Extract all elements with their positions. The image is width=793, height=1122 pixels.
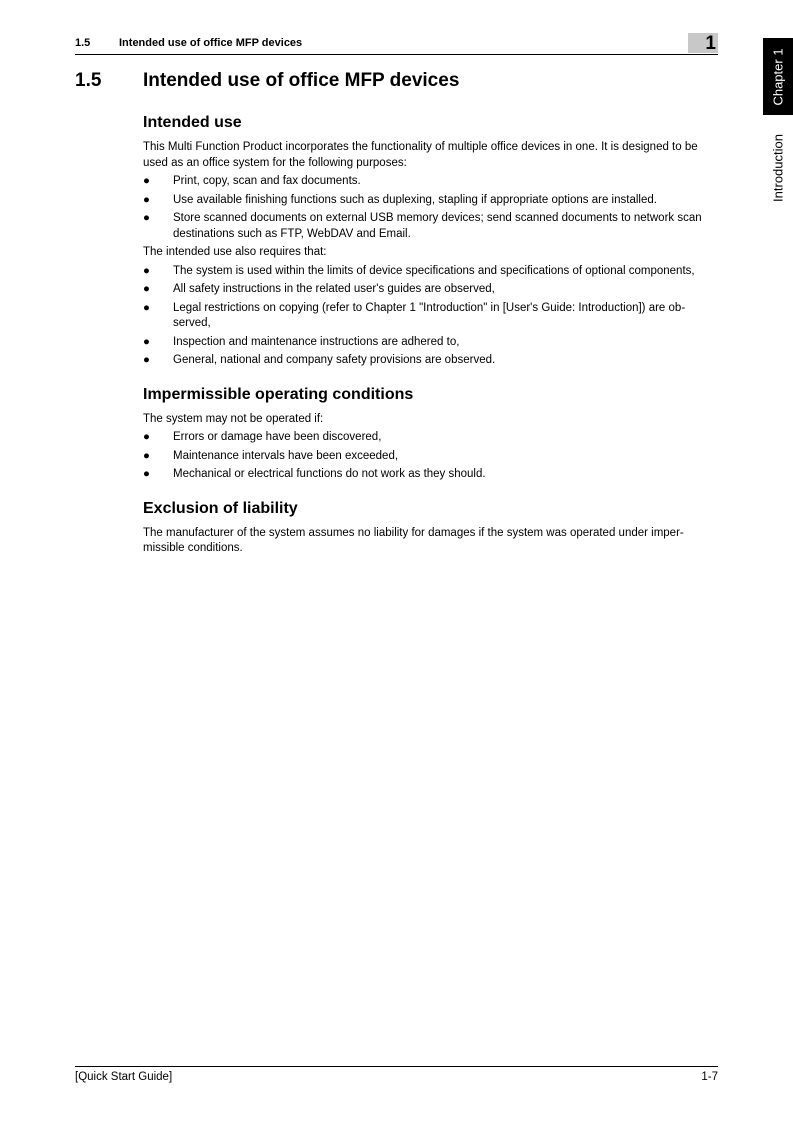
main-content: [143, 113, 718, 560]
list-item-text: Maintenance intervals have been exceeded,: [173, 449, 399, 462]
header-section-number: 1.5: [75, 37, 91, 49]
list-item: [143, 193, 718, 209]
list-item-text: Inspection and maintenance instructions are adhered to,: [173, 335, 460, 348]
list-item-text: Store scanned documents on external USB memory devices; send scanned documents to network scan destinations such as FTP, WebDAV and Email.: [173, 212, 702, 240]
purpose-list: [143, 174, 718, 242]
running-header: [75, 35, 718, 55]
heading-liability: Exclusion of liability: [143, 499, 298, 517]
list-item: [143, 449, 718, 465]
section-title-text: Intended use of office MFP devices: [143, 70, 460, 91]
list-item: [143, 282, 718, 298]
impermissible-intro: The system may not be operated if:: [143, 412, 324, 425]
bullet-icon: ●: [143, 335, 150, 348]
bullet-icon: ●: [143, 354, 150, 366]
bullet-icon: ●: [143, 283, 150, 295]
section-title-number: 1.5: [75, 70, 102, 91]
side-tab-chapter-label: Chapter 1: [770, 47, 786, 106]
list-item-text: Legal restrictions on copying (refer to Chapter 1 "Introduction" in [User's Guide: Introduction]) are ob-served,: [173, 301, 686, 329]
bullet-icon: ●: [143, 264, 150, 277]
list-item-text: Use available finishing functions such as duplexing, stapling if appropriate options are installed.: [173, 193, 657, 206]
bullet-icon: ●: [143, 301, 150, 314]
list-item-text: General, national and company safety provisions are observed.: [173, 354, 496, 366]
header-chapter-number: 1: [688, 33, 718, 53]
bullet-icon: ●: [143, 175, 150, 187]
footer-page-number: 1-7: [701, 1071, 718, 1083]
intended-use-intro: This Multi Function Product incorporates the functionality of multiple office devices in one. It is designed to be used as an office system for the following purposes:: [143, 141, 698, 169]
heading-intended-use: Intended use: [143, 114, 242, 131]
bullet-icon: ●: [143, 212, 150, 224]
bullet-icon: ●: [143, 449, 150, 462]
list-item: [143, 353, 718, 369]
heading-impermissible: Impermissible operating conditions: [143, 385, 414, 403]
list-item-text: All safety instructions in the related user's guides are observed,: [173, 283, 495, 295]
liability-text: The manufacturer of the system assumes no liability for damages if the system was operated under imper-missible conditions.: [143, 526, 684, 554]
list-item-text: Print, copy, scan and fax documents.: [173, 175, 361, 187]
list-item-text: Mechanical or electrical functions do not work as they should.: [173, 468, 486, 480]
list-item: [143, 467, 718, 483]
running-footer: [75, 1066, 718, 1083]
list-item: [143, 301, 718, 332]
list-item: [143, 430, 718, 446]
bullet-icon: ●: [143, 468, 150, 480]
footer-guide-name: [Quick Start Guide]: [75, 1071, 173, 1083]
bullet-icon: ●: [143, 431, 150, 443]
header-section-title: Intended use of office MFP devices: [119, 37, 303, 49]
list-item: [143, 264, 718, 280]
side-tab-chapter: [763, 38, 793, 115]
list-item: [143, 335, 718, 351]
list-item: [143, 174, 718, 190]
bullet-icon: ●: [143, 193, 150, 206]
conditions-list: [143, 430, 718, 483]
list-item: [143, 211, 718, 242]
side-tab-topic: [763, 125, 793, 210]
list-item-text: Errors or damage have been discovered,: [173, 431, 382, 443]
requirements-list: [143, 264, 718, 369]
side-tab-topic-label: Introduction: [770, 133, 786, 202]
requirements-intro: The intended use also requires that:: [143, 246, 327, 258]
list-item-text: The system is used within the limits of device specifications and specifications of optional components,: [173, 264, 695, 277]
